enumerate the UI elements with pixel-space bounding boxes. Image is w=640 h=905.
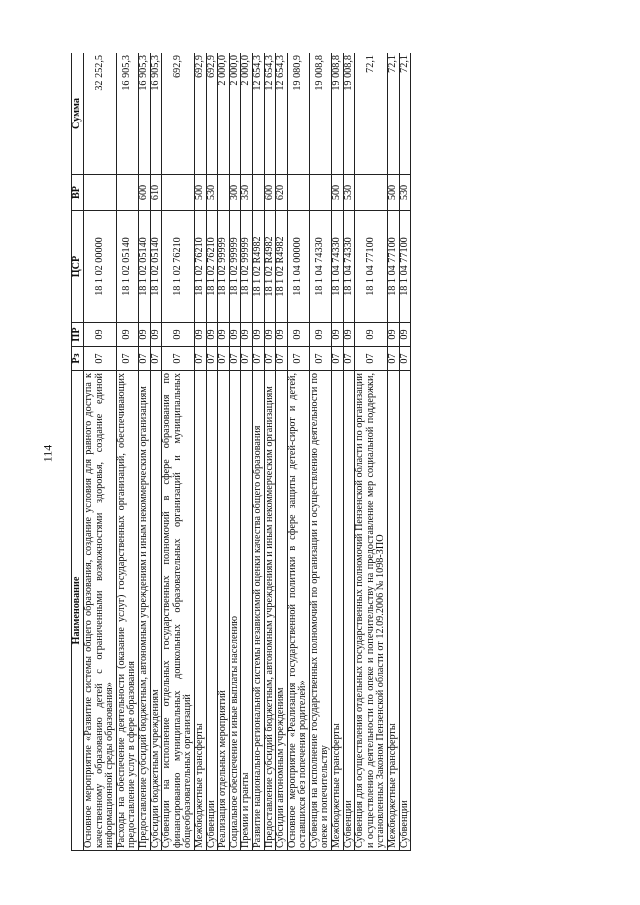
row-sum: 72,1 — [355, 53, 388, 175]
row-sum: 16 905,3 — [138, 53, 150, 175]
row-vr — [162, 175, 195, 211]
row-sum: 12 654,3 — [264, 53, 276, 175]
table-row — [388, 53, 400, 851]
row-name: Реализация отдельных мероприятий — [218, 371, 230, 851]
row-rz: 07 — [229, 347, 241, 371]
row-name: Субвенция на исполнение государственных полномочий по организации и осуществлению деятельности по опеке и попечительству — [309, 371, 331, 851]
row-csr: 18 1 02 R4982 — [264, 211, 276, 323]
table-row — [399, 53, 411, 851]
row-name: Субвенции — [206, 371, 218, 851]
row-pr: 09 — [309, 323, 331, 347]
row-rz: 07 — [309, 347, 331, 371]
row-sum: 692,9 — [206, 53, 218, 175]
row-vr — [218, 175, 230, 211]
row-sum: 692,9 — [194, 53, 206, 175]
row-name: Субвенции — [399, 371, 411, 851]
row-rz: 07 — [355, 347, 388, 371]
row-csr: 18 1 02 99999 — [229, 211, 241, 323]
table-row — [252, 53, 264, 851]
row-csr: 18 1 04 74330 — [332, 211, 344, 323]
table-row — [150, 53, 162, 851]
row-pr: 09 — [399, 323, 411, 347]
row-pr: 09 — [343, 323, 355, 347]
row-sum: 12 654,3 — [276, 53, 288, 175]
row-name: Субсидии бюджетным учреждениям — [150, 371, 162, 851]
row-rz: 07 — [150, 347, 162, 371]
row-pr: 09 — [138, 323, 150, 347]
row-rz: 07 — [276, 347, 288, 371]
budget-table — [71, 53, 411, 851]
row-vr: 610 — [150, 175, 162, 211]
row-rz: 07 — [84, 347, 117, 371]
row-csr: 18 1 04 74330 — [343, 211, 355, 323]
table-row — [229, 53, 241, 851]
row-sum: 19 008,8 — [309, 53, 331, 175]
row-rz: 07 — [388, 347, 400, 371]
row-csr: 18 1 04 77100 — [355, 211, 388, 323]
row-csr: 18 1 02 R4982 — [276, 211, 288, 323]
row-csr: 18 1 04 77100 — [388, 211, 400, 323]
row-vr: 350 — [241, 175, 253, 211]
row-pr: 09 — [194, 323, 206, 347]
row-rz: 07 — [287, 347, 309, 371]
table-row — [84, 53, 117, 851]
row-csr: 18 1 02 05140 — [150, 211, 162, 323]
header-csr: ЦСР — [72, 211, 84, 323]
row-name: Субвенции на исполнение отдельных государственных полномочий в сфере образования по финансированию муниципальных дошкольных образовательных организаций и муниципальных общеобразовательных организаций — [162, 371, 195, 851]
row-sum: 19 008,8 — [332, 53, 344, 175]
row-rz: 07 — [343, 347, 355, 371]
table-row — [162, 53, 195, 851]
row-pr: 09 — [84, 323, 117, 347]
table-row — [194, 53, 206, 851]
row-csr: 18 1 02 05140 — [116, 211, 138, 323]
row-pr: 09 — [116, 323, 138, 347]
row-csr: 18 1 02 R4982 — [252, 211, 264, 323]
row-vr: 620 — [276, 175, 288, 211]
row-vr — [116, 175, 138, 211]
row-sum: 692,9 — [162, 53, 195, 175]
row-vr — [287, 175, 309, 211]
row-csr: 18 1 02 99999 — [218, 211, 230, 323]
row-name: Предоставление субсидий бюджетным, автономным учреждениям и иным некоммерческим организациям — [138, 371, 150, 851]
row-rz: 07 — [252, 347, 264, 371]
rotated-table-content — [71, 53, 579, 851]
row-pr: 09 — [150, 323, 162, 347]
row-pr: 09 — [229, 323, 241, 347]
row-vr: 500 — [332, 175, 344, 211]
row-name: Субсидии автономным учреждениям — [276, 371, 288, 851]
row-pr: 09 — [332, 323, 344, 347]
row-rz: 07 — [116, 347, 138, 371]
row-name: Межбюджетные трансферты — [332, 371, 344, 851]
row-pr: 09 — [264, 323, 276, 347]
row-pr: 09 — [206, 323, 218, 347]
table-row — [116, 53, 138, 851]
header-vr: ВР — [72, 175, 84, 211]
row-vr: 600 — [264, 175, 276, 211]
header-name: Наименование — [72, 371, 84, 851]
table-row — [287, 53, 309, 851]
row-rz: 07 — [399, 347, 411, 371]
row-vr: 530 — [399, 175, 411, 211]
row-vr: 530 — [343, 175, 355, 211]
row-vr — [252, 175, 264, 211]
row-name: Основное мероприятие «Реализация государственной политики в сфере защиты детей-сирот и детей, оставшихся без попечения родителей» — [287, 371, 309, 851]
row-rz: 07 — [264, 347, 276, 371]
table-row — [218, 53, 230, 851]
row-rz: 07 — [332, 347, 344, 371]
row-sum: 2 000,0 — [229, 53, 241, 175]
row-pr: 09 — [287, 323, 309, 347]
row-pr: 09 — [218, 323, 230, 347]
row-rz: 07 — [241, 347, 253, 371]
row-vr: 600 — [138, 175, 150, 211]
row-name: Предоставление субсидий бюджетным, автономным учреждениям и иным некоммерческим организациям — [264, 371, 276, 851]
row-sum: 72,1 — [388, 53, 400, 175]
row-name: Межбюджетные трансферты — [194, 371, 206, 851]
rotated-table-area — [71, 53, 579, 851]
header-sum: Сумма — [72, 53, 84, 175]
row-pr: 09 — [388, 323, 400, 347]
header-pr: ПР — [72, 323, 84, 347]
row-csr: 18 1 04 00000 — [287, 211, 309, 323]
table-row — [276, 53, 288, 851]
row-sum: 72,1 — [399, 53, 411, 175]
row-name: Развитие национально-региональной системы независимой оценки качества общего образования — [252, 371, 264, 851]
row-csr: 18 1 02 76210 — [194, 211, 206, 323]
page-number: 114 — [40, 444, 55, 463]
row-rz: 07 — [138, 347, 150, 371]
row-csr: 18 1 04 77100 — [399, 211, 411, 323]
row-name: Социальное обеспечение и иные выплаты населению — [229, 371, 241, 851]
row-name: Субвенция для осуществления отдельных государственных полномочий Пензенской области по организации и осуществлению деятельности по опеке и попечительству на предоставление мер социальной поддержки, установленных Законом Пензенской области от 12.09.2006 № 1098-ЗПО — [355, 371, 388, 851]
row-csr: 18 1 02 00000 — [84, 211, 117, 323]
table-row — [206, 53, 218, 851]
row-csr: 18 1 04 74330 — [309, 211, 331, 323]
row-sum: 19 008,8 — [343, 53, 355, 175]
table-row — [355, 53, 388, 851]
table-row — [332, 53, 344, 851]
row-name: Субвенции — [343, 371, 355, 851]
row-csr: 18 1 02 76210 — [206, 211, 218, 323]
row-sum: 12 654,3 — [252, 53, 264, 175]
row-csr: 18 1 02 76210 — [162, 211, 195, 323]
row-sum: 2 000,0 — [218, 53, 230, 175]
row-vr: 530 — [206, 175, 218, 211]
row-rz: 07 — [194, 347, 206, 371]
row-vr: 500 — [388, 175, 400, 211]
header-rz: Рз — [72, 347, 84, 371]
row-pr: 09 — [241, 323, 253, 347]
row-pr: 09 — [276, 323, 288, 347]
row-csr: 18 1 02 99999 — [241, 211, 253, 323]
row-sum: 16 905,3 — [150, 53, 162, 175]
row-name: Премии и гранты — [241, 371, 253, 851]
table-row — [309, 53, 331, 851]
row-vr: 300 — [229, 175, 241, 211]
table-row — [138, 53, 150, 851]
table-row — [241, 53, 253, 851]
row-name: Межбюджетные трансферты — [388, 371, 400, 851]
row-name: Основное мероприятие «Развитие системы общего образования, создание условия для равного доступа к качественному образованию детей с ограниченными возможностями здоровья, создание единой информационной среды образования» — [84, 371, 117, 851]
row-rz: 07 — [206, 347, 218, 371]
row-name: Расходы на обеспечение деятельности (оказание услуг) государственных организаций, обеспечивающих предоставление услуг в сфере образования — [116, 371, 138, 851]
row-pr: 09 — [162, 323, 195, 347]
row-sum: 16 905,3 — [116, 53, 138, 175]
row-sum: 32 252,5 — [84, 53, 117, 175]
row-sum: 19 080,9 — [287, 53, 309, 175]
table-row — [264, 53, 276, 851]
row-pr: 09 — [355, 323, 388, 347]
row-sum: 2 000,0 — [241, 53, 253, 175]
table-header-row — [72, 53, 84, 851]
row-vr: 500 — [194, 175, 206, 211]
table-row — [343, 53, 355, 851]
row-pr: 09 — [252, 323, 264, 347]
row-rz: 07 — [162, 347, 195, 371]
row-vr — [84, 175, 117, 211]
row-csr: 18 1 02 05140 — [138, 211, 150, 323]
row-rz: 07 — [218, 347, 230, 371]
row-vr — [355, 175, 388, 211]
row-vr — [309, 175, 331, 211]
